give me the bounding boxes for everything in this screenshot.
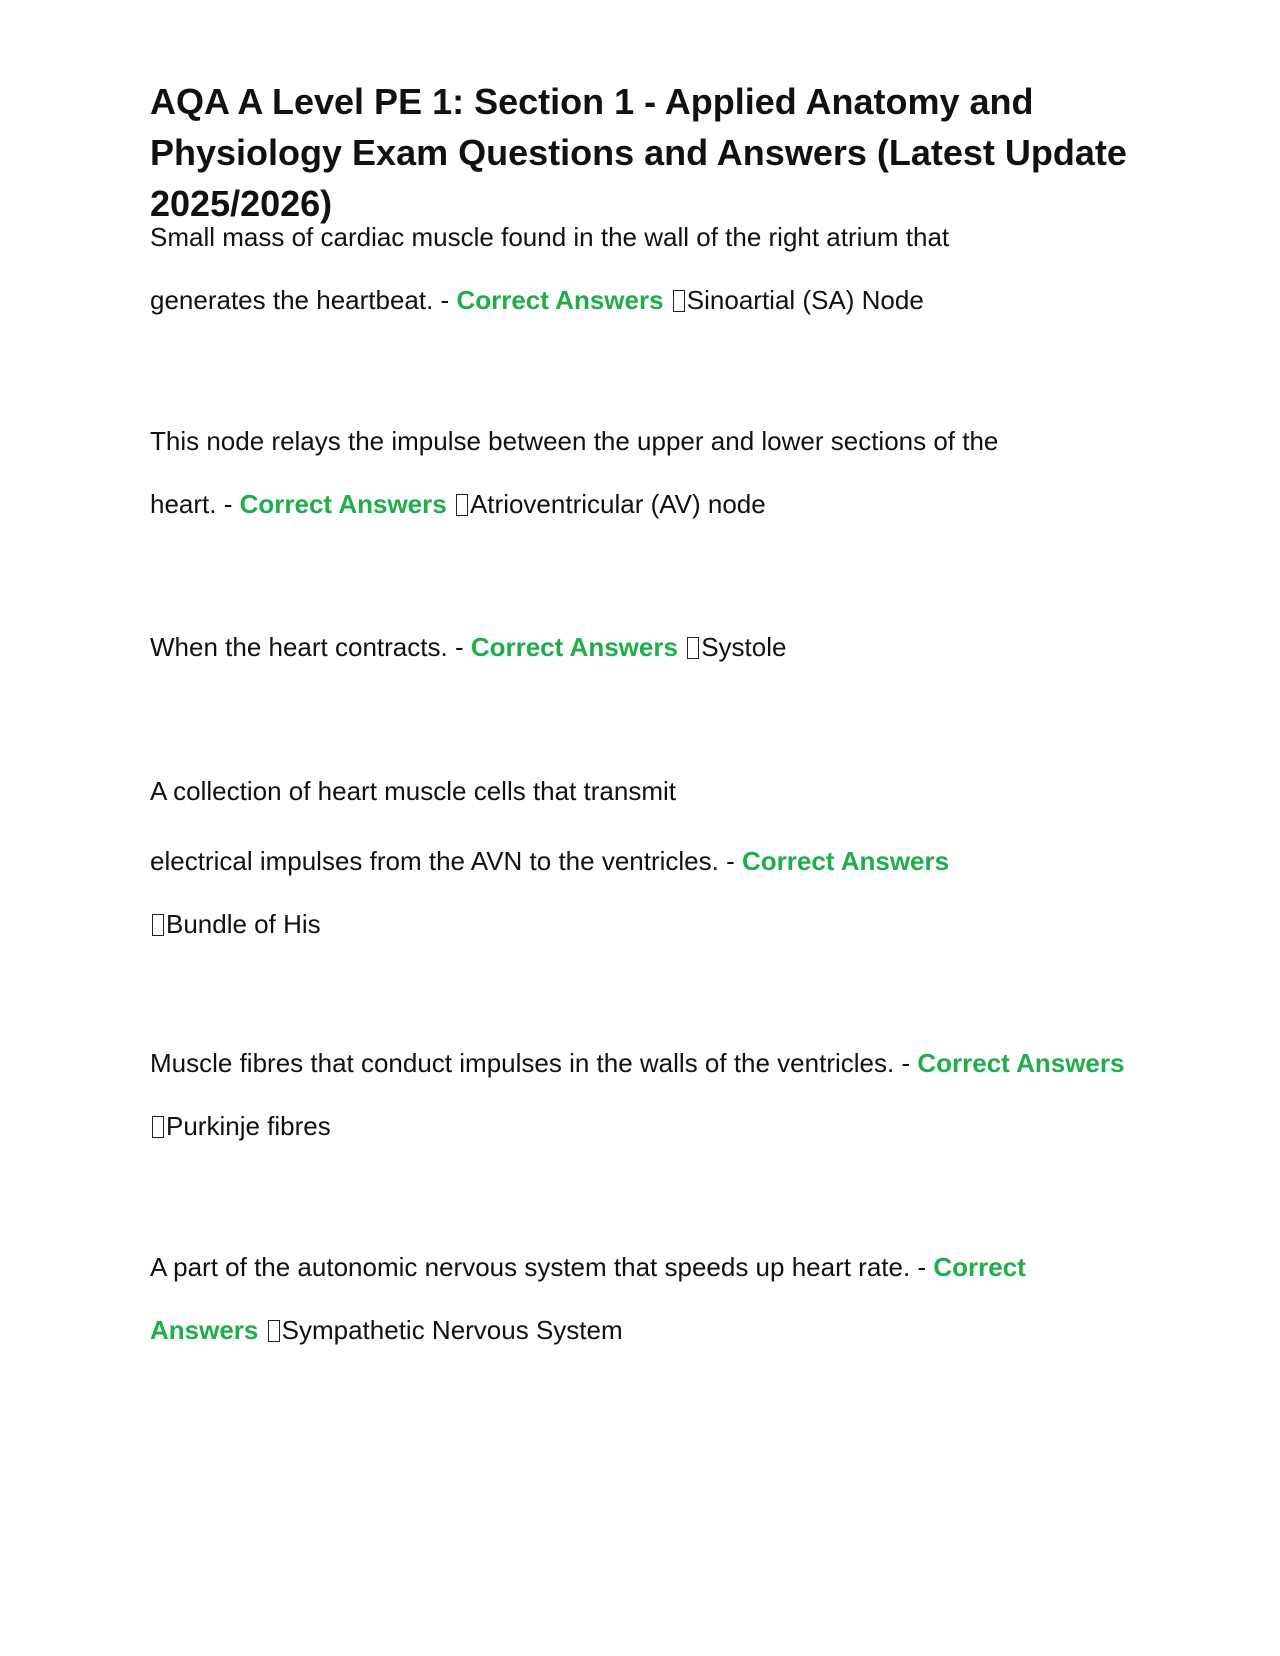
qa-item-6 xyxy=(150,1236,1130,1362)
correct-answers-label: Correct Answers xyxy=(239,489,447,519)
question-text: Muscle fibres that conduct impulses in the walls of the ventricles. xyxy=(150,1048,895,1078)
question-text: This node relays the impulse between the upper and lower sections of the xyxy=(150,426,999,456)
separator: - xyxy=(894,1048,918,1078)
answer-text: Systole xyxy=(701,632,787,662)
answer-text: Bundle of His xyxy=(166,909,321,939)
correct-answers-label: Correct Answers xyxy=(917,1048,1125,1078)
missing-glyph-icon xyxy=(687,637,699,659)
document-title: AQA A Level PE 1: Section 1 - Applied Anatomy and Physiology Exam Questions and Answers (Latest Update 2025/2026) xyxy=(150,81,1127,224)
correct-answers-label: Correct Answers xyxy=(456,285,664,315)
question-text: A collection of heart muscle cells that transmit xyxy=(150,776,677,806)
correct-answers-label: Correct Answers xyxy=(741,846,950,876)
qa-item-3 xyxy=(150,616,1130,679)
missing-glyph-icon xyxy=(152,1116,164,1138)
question-text: When the heart contracts. xyxy=(150,632,448,662)
question-text: A part of the autonomic nervous system that speeds up heart rate. xyxy=(150,1252,911,1282)
answer-text: Sympathetic Nervous System xyxy=(281,1315,623,1345)
missing-glyph-icon xyxy=(456,494,468,516)
separator: - xyxy=(718,846,742,876)
correct-answers-label: Correct Answers xyxy=(150,1252,1026,1345)
separator: - xyxy=(910,1252,934,1282)
missing-glyph-icon xyxy=(673,290,685,312)
answer-text: Atrioventricular (AV) node xyxy=(469,489,766,519)
question-text: heart. xyxy=(150,489,217,519)
correct-answers-label: Correct Answers xyxy=(470,632,678,662)
separator: - xyxy=(447,632,471,662)
qa-item-2 xyxy=(150,410,1130,536)
question-text: generates the heartbeat. xyxy=(150,285,434,315)
qa-item-4 xyxy=(150,760,1130,956)
qa-item-5 xyxy=(150,1032,1130,1158)
missing-glyph-icon xyxy=(152,914,164,936)
answer-text: Sinoartial (SA) Node xyxy=(686,285,924,315)
missing-glyph-icon xyxy=(268,1320,280,1342)
question-text: Small mass of cardiac muscle found in the wall of the right atrium that xyxy=(150,222,950,252)
answer-text: Purkinje fibres xyxy=(166,1111,331,1141)
qa-item-1 xyxy=(150,206,1130,332)
separator: - xyxy=(433,285,457,315)
question-text: electrical impulses from the AVN to the ventricles. xyxy=(150,846,719,876)
separator: - xyxy=(216,489,240,519)
